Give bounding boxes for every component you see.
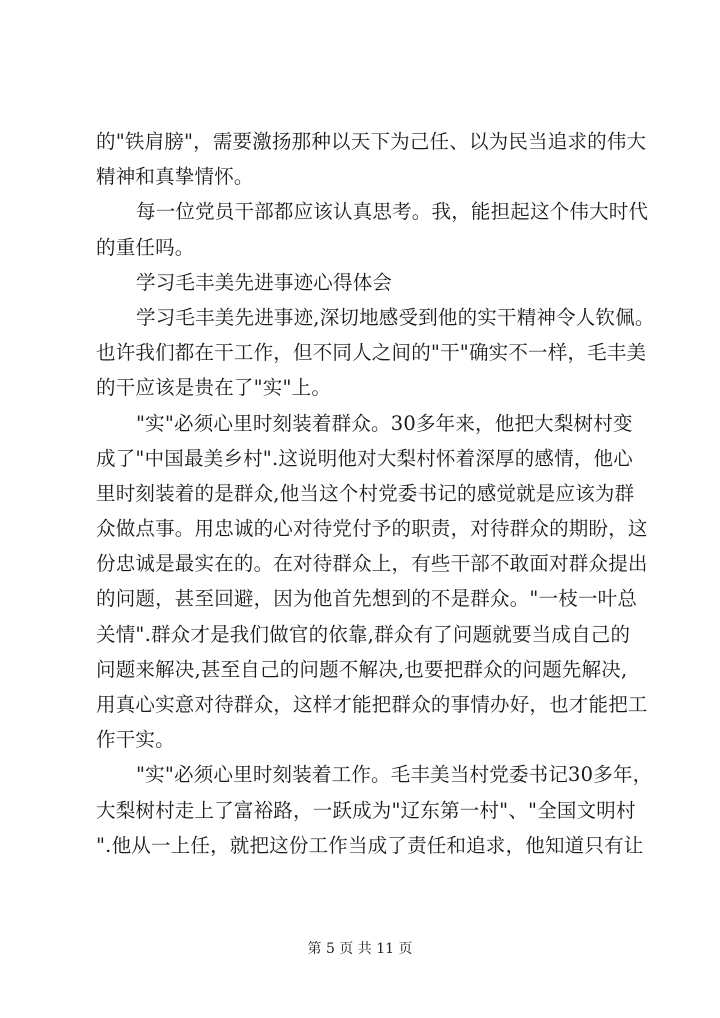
text-line: ".他从一上任，就把这份工作当成了责任和追求，他知道只有让 bbox=[96, 833, 644, 857]
text-line: 精神和真挚情怀。 bbox=[96, 165, 254, 189]
text-line: 问题来解决,甚至自己的问题不解决,也要把群众的问题先解决, bbox=[96, 657, 628, 681]
text-line: 大梨树村走上了富裕路，一跃成为"辽东第一村"、"全国文明村 bbox=[96, 798, 636, 822]
text-line: 关情".群众才是我们做官的依靠,群众有了问题就要当成自己的 bbox=[96, 622, 631, 646]
text-line: 份忠诚是最实在的。在对待群众上，有些干部不敢面对群众提出 bbox=[96, 552, 648, 576]
page-number-footer: 第 5 页 共 11 页 bbox=[307, 941, 413, 957]
text-line: 的干应该是贵在了"实"上。 bbox=[96, 376, 332, 400]
text-line: 的"铁肩膀"，需要激扬那种以天下为己任、以为民当追求的伟大 bbox=[96, 130, 647, 153]
text-line: 的问题，甚至回避，因为他首先想到的不是群众。"一枝一叶总 bbox=[96, 587, 638, 611]
text-line: "实"必须心里时刻装着工作。毛丰美当村党委书记30多年， bbox=[136, 763, 653, 787]
text-line: 成了"中国最美乡村".这说明他对大梨村怀着深厚的感情，他心 bbox=[96, 446, 633, 470]
document-body bbox=[96, 124, 655, 863]
text-line: 作干实。 bbox=[96, 728, 175, 752]
text-line: 众做点事。用忠诚的心对待党付予的职责，对待群众的期盼，这 bbox=[96, 517, 648, 541]
text-line: 学习毛丰美先进事迹,深切地感受到他的实干精神令人钦佩。 bbox=[136, 305, 655, 329]
text-line: 也许我们都在干工作，但不同人之间的"干"确实不一样，毛丰美 bbox=[96, 341, 647, 365]
text-line: "实"必须心里时刻装着群众。30多年来，他把大梨树村变 bbox=[136, 411, 633, 435]
text-line: 用真心实意对待群众，这样才能把群众的事情办好，也才能把工 bbox=[96, 693, 648, 716]
text-line: 每一位党员干部都应该认真思考。我，能担起这个伟大时代 bbox=[136, 200, 649, 224]
section-heading: 学习毛丰美先进事迹心得体会 bbox=[136, 270, 393, 294]
text-line: 的重任吗。 bbox=[96, 235, 195, 259]
text-line: 里时刻装着的是群众,他当这个村党委书记的感觉就是应该为群 bbox=[96, 481, 635, 505]
